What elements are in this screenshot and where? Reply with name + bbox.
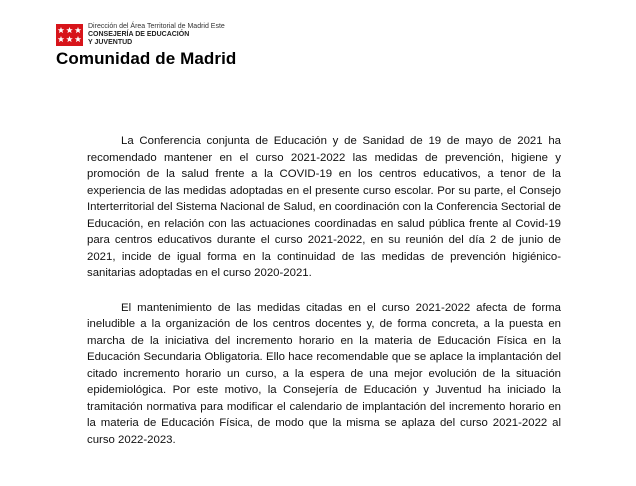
header-directorate: Dirección del Área Territorial de Madrid Este: [88, 23, 225, 30]
document-header: [56, 22, 316, 72]
brand-name: Comunidad de Madrid: [56, 49, 237, 68]
paragraph: El mantenimiento de las medidas citadas en el curso 2021-2022 afecta de forma ineludible a la organización de los centros docentes y, de forma concreta, a la puesta en marcha de la iniciativa del incremento horario en la materia de Educación Física en la Educación Secundaria Obligatoria. Ello hace recomendable que se aplace la implantación del citado incremento horario un curso, a la espera de una mejor evolución de la situación epidemiológica. Por este motivo, la Consejería de Educación y Juventud ha iniciado la tramitación normativa para modificar el calendario de implantación del incremento horario en la materia de Educación Física, de modo que la misma se aplaza del curso 2021-2022 al curso 2022-2023.: [87, 301, 561, 446]
logo-stars: [56, 24, 83, 46]
paragraph: La Conferencia conjunta de Educación y de Sanidad de 19 de mayo de 2021 ha recomendado mantener en el curso 2021-2022 las medidas de prevención, higiene y promoción de la salud frente a la COVID-19 en los centros educativos, a tenor de la experiencia de las medidas adoptadas en el presente curso escolar. Por su parte, el Consejo Interterritorial del Sistema Nacional de Salud, en coordinación con la Conferencia Sectorial de Educación, en relación con las actuaciones coordinadas en salud pública frente al Covid-19 para centros educativos durante el curso 2021-2022, en su reunión del día 2 de junio de 2021, incide de igual forma en la continuidad de las medidas de prevención higiénico-sanitarias adoptadas en el curso 2020-2021.: [87, 135, 561, 279]
madrid-flag-stars-icon: [56, 24, 83, 46]
star-icon: [66, 36, 73, 42]
header-ministry-cont: Y JUVENTUD: [88, 39, 133, 46]
star-icon: [75, 27, 82, 33]
star-icon: [75, 36, 82, 42]
star-icon: [58, 36, 65, 42]
star-icon: [58, 27, 65, 33]
document-body: [87, 133, 561, 466]
header-ministry: CONSEJERÍA DE EDUCACIÓN: [88, 31, 190, 38]
header-department-lines: [88, 23, 225, 47]
star-icon: [66, 27, 73, 33]
